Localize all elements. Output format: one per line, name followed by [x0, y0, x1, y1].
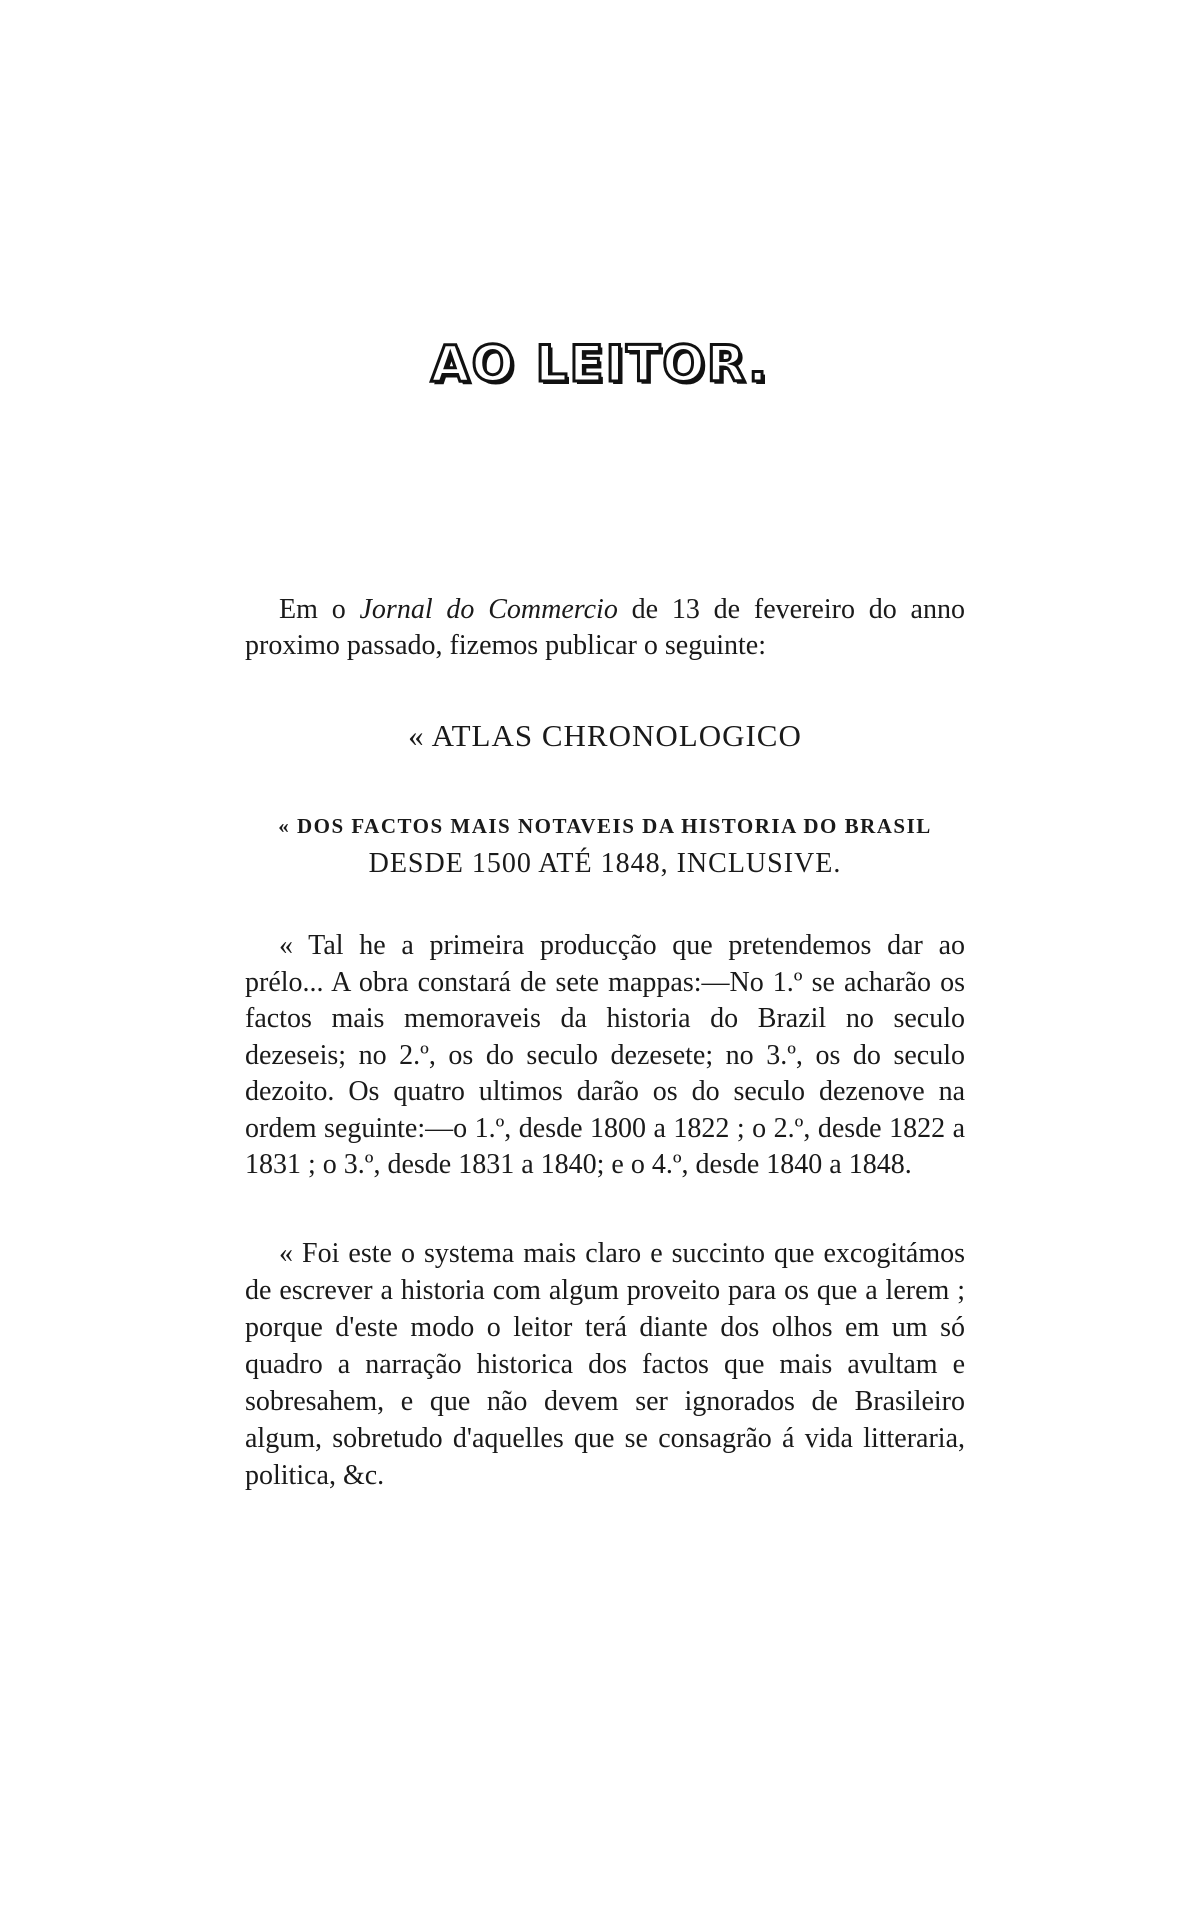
journal-name: Jornal do Commercio: [359, 594, 618, 625]
quoted-paragraph-2: « Foi este o systema mais claro e succinto que excogitámos de escrever a historia com algum proveito para os que a lerem ; porque d'este modo o leitor terá diante dos olhos em um só quadro a narração historica dos factos que mais avultam e sobresahem, e que não devem ser ignorados de Brasileiro algum, sobretudo d'aquelles que se consagrão á vida litteraria, politica, &c.: [245, 1238, 965, 1491]
intro-prefix: Em o: [279, 594, 360, 625]
intro-paragraph: [245, 592, 965, 664]
atlas-subheading-line2: DESDE 1500 ATÉ 1848, INCLUSIVE.: [368, 848, 842, 879]
quoted-paragraph-1: « Tal he a primeira producção que pretendemos dar ao prélo... A obra constará de sete mappas:—No 1.º se acharão os factos mais memoraveis da historia do Brazil no seculo dezeseis; no 2.º, os do seculo dezesete; no 3.º, os do seculo dezoito. Os quatro ultimos darão os do seculo dezenove na ordem seguinte:—o 1.º, desde 1800 a 1822 ; o 2.º, desde 1822 a 1831 ; o 3.º, desde 1831 a 1840; e o 4.º, desde 1840 a 1848.: [245, 930, 965, 1180]
atlas-subheading-line1: « DOS FACTOS MAIS NOTAVEIS DA HISTORIA DO BRASIL: [278, 814, 932, 838]
atlas-heading: « ATLAS CHRONOLOGICO: [408, 718, 802, 753]
page-title: AO LEITOR.: [430, 335, 770, 393]
intro-suffix: de 13 de fevereiro do anno proximo passado, fizemos publicar o seguinte:: [245, 594, 965, 661]
